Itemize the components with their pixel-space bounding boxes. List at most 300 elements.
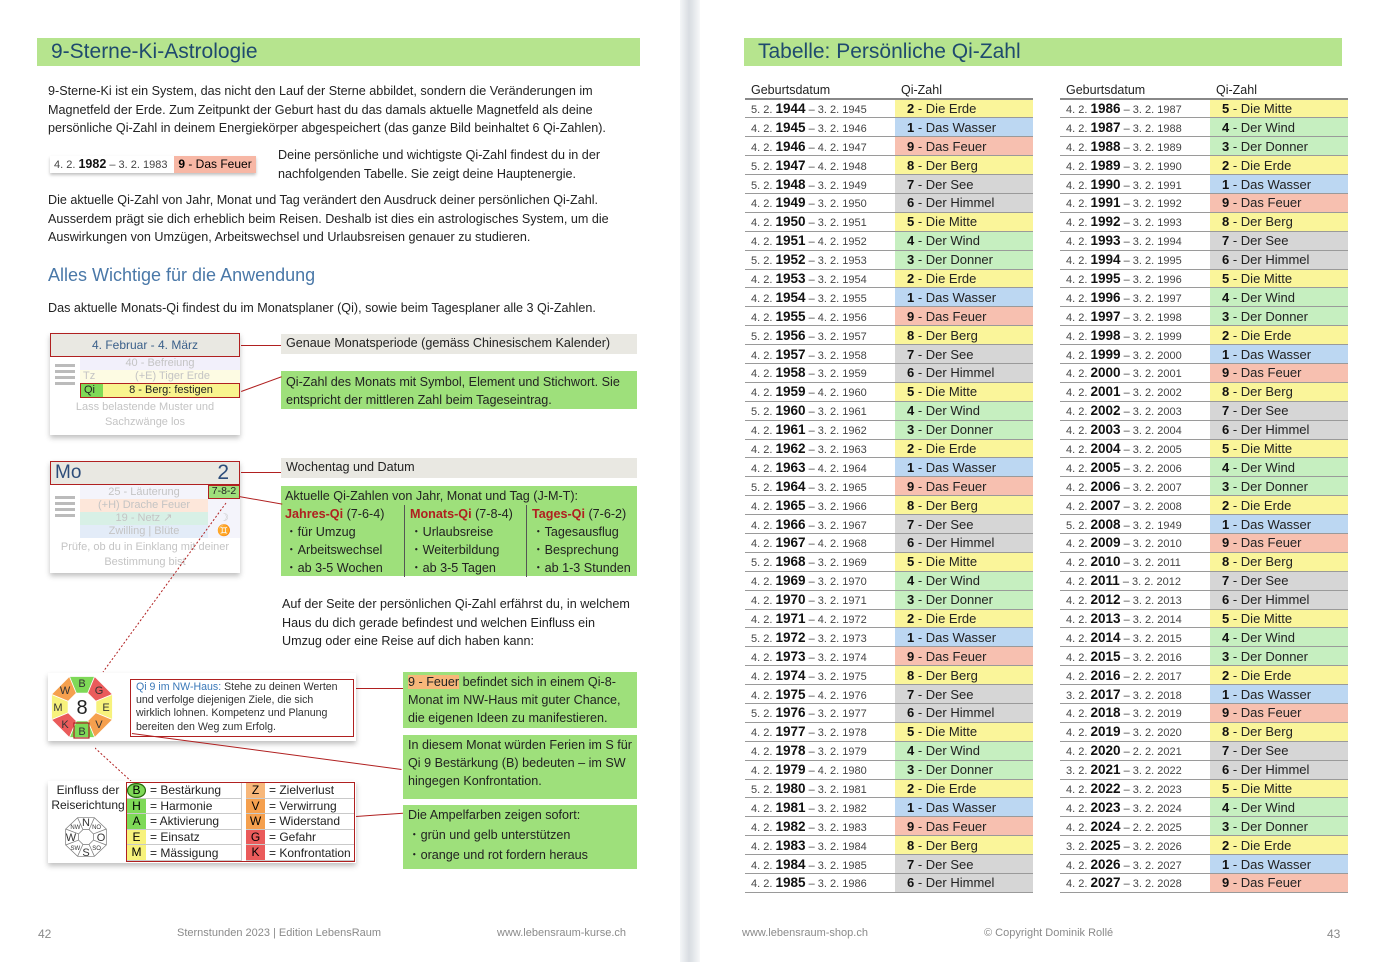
birth-date-range: 4. 2. 1989 – 3. 2. 1990 <box>1060 156 1210 175</box>
birth-date-range: 4. 2. 1946 – 4. 2. 1947 <box>745 137 895 156</box>
table-row <box>745 817 1033 836</box>
birth-date-range: 4. 2. 1957 – 3. 2. 1958 <box>745 345 895 364</box>
qi-number-cell: 2 - Die Erde <box>1210 496 1348 515</box>
birth-date-range: 4. 2. 1967 – 4. 2. 1968 <box>745 533 895 552</box>
qi-number-cell: 4 - Der Wind <box>1210 798 1348 817</box>
connector-line <box>239 496 283 505</box>
day-line-4: Zwilling | Blüte <box>80 525 208 538</box>
month-footer: Lass belastende Muster und Sachzwänge los <box>75 401 215 428</box>
qi-number-cell: 4 - Der Wind <box>1210 288 1348 307</box>
table-row <box>745 722 1033 741</box>
birth-date-range: 4. 2. 2019 – 3. 2. 2020 <box>1060 722 1210 741</box>
footer-url[interactable]: www.lebensraum-shop.ch <box>742 927 868 939</box>
birth-date-range: 4. 2. 2010 – 3. 2. 2011 <box>1060 552 1210 571</box>
birth-date-range: 4. 2. 1996 – 3. 2. 1997 <box>1060 288 1210 307</box>
callout-period: Genaue Monatsperiode (gemäss Chinesischem Kalender) <box>281 334 637 354</box>
table-row <box>1060 382 1348 401</box>
qi-number-cell: 9 - Das Feuer <box>1210 704 1348 723</box>
hexagram-icon <box>50 485 80 538</box>
qi-number-cell: 2 - Die Erde <box>1210 836 1348 855</box>
callout-current-qi <box>281 486 637 576</box>
table-row <box>745 477 1033 496</box>
table-row <box>745 496 1033 515</box>
connector-line <box>356 688 403 689</box>
callout-holiday: In diesem Monat würden Ferien im S für Qi 9 Bestärkung (B) bedeuten – im SW hingegen Konfrontation. <box>403 735 637 799</box>
example-row <box>50 156 256 173</box>
birth-date-range: 4. 2. 1998 – 3. 2. 1999 <box>1060 326 1210 345</box>
birth-date-range: 4. 2. 2009 – 3. 2. 2010 <box>1060 533 1210 552</box>
birth-date-range: 5. 2. 1948 – 3. 2. 1949 <box>745 175 895 194</box>
connector-line <box>241 472 281 473</box>
birth-date-range: 4. 2. 1973 – 3. 2. 1974 <box>745 647 895 666</box>
birth-date-range: 4. 2. 1988 – 3. 2. 1989 <box>1060 137 1210 156</box>
house-segment-letter: B <box>78 726 86 738</box>
qi-number-cell: 5 - Die Mitte <box>1210 439 1348 458</box>
table-row <box>745 288 1033 307</box>
birth-date-range: 4. 2. 1978 – 3. 2. 1979 <box>745 741 895 760</box>
page-title: Tabelle: Persönliche Qi-Zahl <box>744 38 1342 66</box>
table-row <box>745 420 1033 439</box>
table-row <box>745 760 1033 779</box>
example-qi: 9 - Das Feuer <box>174 156 256 173</box>
qi-number-cell: 1 - Das Wasser <box>895 458 1033 477</box>
birth-date-range: 4. 2. 1949 – 3. 2. 1950 <box>745 193 895 212</box>
legend-item: B = Bestärkung <box>127 783 241 799</box>
table-row <box>745 533 1033 552</box>
table-row <box>1060 477 1348 496</box>
qi-number-cell: 7 - Der See <box>1210 401 1348 420</box>
birth-date-range: 4. 2. 2001 – 3. 2. 2002 <box>1060 382 1210 401</box>
qi-number-cell: 9 - Das Feuer <box>895 307 1033 326</box>
qi-number-cell: 9 - Das Feuer <box>1210 193 1348 212</box>
birth-date-range: 4. 2. 2012 – 3. 2. 2013 <box>1060 590 1210 609</box>
table-row <box>745 704 1033 723</box>
birth-date-range: 4. 2. 1982 – 3. 2. 1983 <box>745 817 895 836</box>
birth-date-range: 4. 2. 1981 – 3. 2. 1982 <box>745 798 895 817</box>
qi-number-cell: 1 - Das Wasser <box>895 288 1033 307</box>
callout-fire: 9 - Feuer befindet sich in einem Qi-8-Monat im NW-Haus mit guter Chance, die eigenen Ideen zu manifestieren. <box>403 672 637 728</box>
day-line-2: (+H) Drache Feuer <box>80 499 208 512</box>
table-row <box>745 552 1033 571</box>
callout-current-heading: Aktuelle Qi-Zahlen von Jahr, Monat und Tag (J-M-T): <box>285 489 579 503</box>
birth-date-range: 4. 2. 1991 – 3. 2. 1992 <box>1060 193 1210 212</box>
qi-number-cell: 2 - Die Erde <box>895 269 1033 288</box>
column-header-qi: Qi-Zahl <box>1210 81 1348 99</box>
table-row <box>1060 307 1348 326</box>
table-row <box>1060 722 1348 741</box>
compass-direction-label: NW <box>70 824 81 831</box>
table-row <box>745 741 1033 760</box>
qi-number-cell: 3 - Der Donner <box>895 590 1033 609</box>
birth-date-range: 4. 2. 1993 – 3. 2. 1994 <box>1060 231 1210 250</box>
legend-positive <box>127 783 242 861</box>
legend-item: E = Einsatz <box>127 830 241 846</box>
legend-item: M = Mässigung <box>127 845 241 861</box>
month-period: 4. Februar - 4. März <box>50 333 240 357</box>
qi-number-cell: 8 - Der Berg <box>1210 722 1348 741</box>
house-segment-letter: W <box>59 685 71 698</box>
table-row <box>745 685 1033 704</box>
birth-date-range: 4. 2. 2014 – 3. 2. 2015 <box>1060 628 1210 647</box>
birth-date-range: 4. 2. 2003 – 3. 2. 2004 <box>1060 420 1210 439</box>
table-row <box>745 571 1033 590</box>
compass-direction-label: SW <box>70 846 81 853</box>
legend-negative <box>242 783 354 861</box>
qi-number-cell: 9 - Das Feuer <box>895 817 1033 836</box>
house-center-number: 8 <box>76 697 88 719</box>
birth-date-range: 5. 2. 1964 – 3. 2. 1965 <box>745 477 895 496</box>
qi-number-cell: 9 - Das Feuer <box>895 137 1033 156</box>
table-row <box>745 307 1033 326</box>
qi-number-cell: 7 - Der See <box>1210 741 1348 760</box>
qi-number-cell: 4 - Der Wind <box>895 401 1033 420</box>
birth-date-range: 5. 2. 1972 – 3. 2. 1973 <box>745 628 895 647</box>
qi-number-cell: 2 - Die Erde <box>1210 666 1348 685</box>
table-row <box>745 628 1033 647</box>
qi-number-cell: 2 - Die Erde <box>895 439 1033 458</box>
table-row <box>745 345 1033 364</box>
birth-date-range: 4. 2. 1963 – 4. 2. 1964 <box>745 458 895 477</box>
qi-number-cell: 1 - Das Wasser <box>1210 855 1348 874</box>
birth-date-range: 4. 2. 1969 – 3. 2. 1970 <box>745 571 895 590</box>
house-segment-letter: K <box>61 718 69 731</box>
hexagram-icon <box>50 357 80 398</box>
birth-date-range: 4. 2. 1961 – 3. 2. 1962 <box>745 420 895 439</box>
table-row <box>745 609 1033 628</box>
qi-number-cell: 3 - Der Donner <box>1210 477 1348 496</box>
paragraph-2: Die aktuelle Qi-Zahl von Jahr, Monat und Tag verändert den Ausdruck deiner persönlichen Qi-Zahl. Ausserdem prägt sie dich erheblich beim Reisen. Deshalb ist dies ein astrologisches System, um die Auswirkungen von Umzügen, Arbeitswechsel und Urlaubsreisen genauer zu studieren. <box>48 193 609 244</box>
qi-number-cell: 5 - Die Mitte <box>1210 779 1348 798</box>
dotted-arrows <box>95 500 235 790</box>
qi-number-cell: 7 - Der See <box>1210 231 1348 250</box>
qi-number-cell: 7 - Der See <box>895 175 1033 194</box>
birth-date-range: 4. 2. 2007 – 3. 2. 2008 <box>1060 496 1210 515</box>
qi-number-cell: 5 - Die Mitte <box>895 552 1033 571</box>
connector-line <box>241 345 281 346</box>
house-segment-letter: E <box>102 702 110 714</box>
birth-date-range: 4. 2. 2022 – 3. 2. 2023 <box>1060 779 1210 798</box>
qi-number-cell: 8 - Der Berg <box>1210 552 1348 571</box>
qi-number-cell: 7 - Der See <box>895 515 1033 534</box>
birth-date-range: 4. 2. 2027 – 3. 2. 2028 <box>1060 874 1210 893</box>
legend-item: W = Widerstand <box>246 814 354 830</box>
column-header-date: Geburtsdatum <box>1060 81 1210 99</box>
qi-number-cell: 2 - Die Erde <box>895 99 1033 118</box>
qi-number-cell: 4 - Der Wind <box>1210 628 1348 647</box>
birth-date-range: 4. 2. 2011 – 3. 2. 2012 <box>1060 571 1210 590</box>
table-row <box>1060 571 1348 590</box>
birth-date-range: 4. 2. 1983 – 3. 2. 1984 <box>745 836 895 855</box>
qi-number-cell: 3 - Der Donner <box>895 760 1033 779</box>
left-page <box>0 0 680 962</box>
birth-date-range: 4. 2. 1985 – 3. 2. 1986 <box>745 874 895 893</box>
birth-date-range: 4. 2. 1970 – 3. 2. 1971 <box>745 590 895 609</box>
right-page <box>700 0 1380 962</box>
table-row <box>745 363 1033 382</box>
compass-direction-label: SO <box>92 846 101 853</box>
birth-date-range: 4. 2. 1959 – 4. 2. 1960 <box>745 382 895 401</box>
birth-date-range: 4. 2. 2016 – 2. 2. 2017 <box>1060 666 1210 685</box>
table-row <box>745 326 1033 345</box>
qi-number-cell: 4 - Der Wind <box>895 571 1033 590</box>
table-row <box>1060 363 1348 382</box>
birth-date-range: 4. 2. 1974 – 3. 2. 1975 <box>745 666 895 685</box>
table-row <box>1060 628 1348 647</box>
qi-number-cell: 6 - Der Himmel <box>1210 250 1348 269</box>
table-row <box>745 193 1033 212</box>
table-row <box>1060 533 1348 552</box>
table-row <box>745 439 1033 458</box>
birth-date-range: 4. 2. 2004 – 3. 2. 2005 <box>1060 439 1210 458</box>
compass-direction-label: N <box>82 817 90 829</box>
table-row <box>1060 496 1348 515</box>
qi-number-cell: 5 - Die Mitte <box>895 382 1033 401</box>
day-header <box>50 461 240 485</box>
house-description <box>130 679 354 737</box>
birth-date-range: 4. 2. 1987 – 3. 2. 1988 <box>1060 118 1210 137</box>
birth-date-range: 4. 2. 2002 – 3. 2. 2003 <box>1060 401 1210 420</box>
birth-date-range: 4. 2. 1984 – 3. 2. 1985 <box>745 855 895 874</box>
qi-number-cell: 1 - Das Wasser <box>1210 175 1348 194</box>
column-monats-qi: Monats-Qi (7-8-4) ・Urlaubsreise ・Weiterbildung ・ab 3-5 Tagen <box>405 505 527 577</box>
table-row <box>745 647 1033 666</box>
compass-direction-label: O <box>96 832 106 844</box>
subheading: Alles Wichtige für die Anwendung <box>48 265 316 285</box>
day-line-1: 25 - Läuterung <box>108 486 180 498</box>
connector-line <box>356 813 403 817</box>
moon-icon: ☽ <box>219 512 229 524</box>
qi-number-cell: 4 - Der Wind <box>895 741 1033 760</box>
qi-number-cell: 2 - Die Erde <box>1210 156 1348 175</box>
birth-date-range: 4. 2. 1955 – 4. 2. 1956 <box>745 307 895 326</box>
footer-edition: Sternstunden 2023 | Edition LebensRaum <box>177 927 382 939</box>
legend-title: Einfluss der Reiserichtung <box>51 783 125 812</box>
qi-number-cell: 1 - Das Wasser <box>1210 685 1348 704</box>
qi-number-cell: 9 - Das Feuer <box>895 647 1033 666</box>
birth-date-range: 4. 2. 1945 – 3. 2. 1946 <box>745 118 895 137</box>
birth-date-range: 4. 2. 1950 – 3. 2. 1951 <box>745 212 895 231</box>
day-number: 2 <box>217 461 229 484</box>
table-row <box>1060 326 1348 345</box>
table-row <box>745 269 1033 288</box>
birth-date-range: 4. 2. 1995 – 3. 2. 1996 <box>1060 269 1210 288</box>
table-row <box>1060 590 1348 609</box>
qi-number-cell: 7 - Der See <box>895 345 1033 364</box>
qi-number-cell: 5 - Die Mitte <box>895 722 1033 741</box>
table-row <box>745 666 1033 685</box>
table-row <box>1060 704 1348 723</box>
table-row <box>745 212 1033 231</box>
birth-date-range: 4. 2. 2018 – 3. 2. 2019 <box>1060 704 1210 723</box>
compass-icon <box>60 814 112 860</box>
qi-number-cell: 6 - Der Himmel <box>1210 420 1348 439</box>
birth-date-range: 4. 2. 1953 – 3. 2. 1954 <box>745 269 895 288</box>
birth-date-range: 4. 2. 1997 – 3. 2. 1998 <box>1060 307 1210 326</box>
compass-direction-label: S <box>82 847 90 859</box>
qi-number-cell: 3 - Der Donner <box>1210 307 1348 326</box>
page-number: 43 <box>1327 927 1341 941</box>
qi-number-cell: 7 - Der See <box>895 685 1033 704</box>
table-row <box>1060 855 1348 874</box>
table-row <box>1060 798 1348 817</box>
house-segment-letter: G <box>94 685 104 698</box>
compass-direction-label: NO <box>92 824 102 831</box>
table-row <box>745 250 1033 269</box>
birth-date-range: 4. 2. 1958 – 3. 2. 1959 <box>745 363 895 382</box>
table-row <box>1060 515 1348 534</box>
table-row <box>1060 779 1348 798</box>
birth-date-range: 4. 2. 2023 – 3. 2. 2024 <box>1060 798 1210 817</box>
table-row <box>1060 212 1348 231</box>
legend-item: G = Gefahr <box>246 830 354 846</box>
qi-number-cell: 9 - Das Feuer <box>1210 874 1348 893</box>
table-row <box>1060 269 1348 288</box>
birth-date-range: 4. 2. 1966 – 3. 2. 1967 <box>745 515 895 534</box>
legend-item: Z = Zielverlust <box>246 783 354 799</box>
birth-date-range: 4. 2. 1990 – 3. 2. 1991 <box>1060 175 1210 194</box>
qi-number-cell: 8 - Der Berg <box>895 836 1033 855</box>
table-row <box>1060 647 1348 666</box>
birth-date-range: 4. 2. 1999 – 3. 2. 2000 <box>1060 345 1210 364</box>
birth-date-range: 5. 2. 1960 – 3. 2. 1961 <box>745 401 895 420</box>
table-row <box>745 855 1033 874</box>
birth-date-range: 4. 2. 1979 – 4. 2. 1980 <box>745 760 895 779</box>
birth-date-range: 5. 2. 1944 – 3. 2. 1945 <box>745 99 895 118</box>
qi-number-cell: 7 - Der See <box>895 855 1033 874</box>
qi-table-left <box>745 81 1033 893</box>
book-gutter <box>680 0 700 962</box>
qi-number-cell: 6 - Der Himmel <box>895 533 1033 552</box>
compass-direction-label: W <box>65 832 77 844</box>
birth-date-range: 3. 2. 2025 – 3. 2. 2026 <box>1060 836 1210 855</box>
qi-number-cell: 6 - Der Himmel <box>895 363 1033 382</box>
qi-triplet: 7-8-2 <box>208 485 240 499</box>
month-planner-card <box>50 333 240 435</box>
table-row <box>1060 666 1348 685</box>
intro-paragraph: 9-Sterne-Ki ist ein System, das nicht den Lauf der Sterne abbildet, sondern die Veränderungen im Magnetfeld der Erde. Zum Zeitpunkt der Geburt hast du das damals aktuelle Magnetfeld als deine persönliche Qi-Zahl in deinem Energiekörper abgespeichert (das ganze Bild beinhaltet 6 Qi-Zahlen). <box>48 84 606 135</box>
qi-number-cell: 2 - Die Erde <box>895 609 1033 628</box>
day-line-3: 19 - Netz ↗ <box>80 512 208 525</box>
table-row <box>745 515 1033 534</box>
birth-date-range: 4. 2. 2005 – 3. 2. 2006 <box>1060 458 1210 477</box>
column-header-qi: Qi-Zahl <box>895 81 1033 99</box>
qi-number-cell: 1 - Das Wasser <box>1210 515 1348 534</box>
table-row <box>745 798 1033 817</box>
table-row <box>1060 420 1348 439</box>
birth-date-range: 4. 2. 2013 – 3. 2. 2014 <box>1060 609 1210 628</box>
birth-date-range: 4. 2. 2006 – 3. 2. 2007 <box>1060 477 1210 496</box>
table-row <box>1060 741 1348 760</box>
qi-number-cell: 4 - Der Wind <box>1210 118 1348 137</box>
table-row <box>1060 458 1348 477</box>
table-row <box>745 175 1033 194</box>
qi-number-cell: 6 - Der Himmel <box>1210 590 1348 609</box>
qi-number-cell: 1 - Das Wasser <box>895 798 1033 817</box>
table-row <box>745 156 1033 175</box>
table-row <box>1060 175 1348 194</box>
qi-number-cell: 3 - Der Donner <box>1210 137 1348 156</box>
qi-number-cell: 8 - Der Berg <box>895 156 1033 175</box>
page-title: 9-Sterne-Ki-Astrologie <box>37 38 640 66</box>
qi-number-cell: 8 - Der Berg <box>1210 382 1348 401</box>
table-row <box>1060 118 1348 137</box>
birth-date-range: 4. 2. 2015 – 3. 2. 2016 <box>1060 647 1210 666</box>
callout-month-qi: Qi-Zahl des Monats mit Symbol, Element und Stichwort. Sie entspricht der mittleren Zahl beim Tageseintrag. <box>281 371 637 409</box>
qi-number-cell: 3 - Der Donner <box>895 250 1033 269</box>
qi-number-cell: 5 - Die Mitte <box>1210 99 1348 118</box>
birth-date-range: 4. 2. 2020 – 2. 2. 2021 <box>1060 741 1210 760</box>
table-row <box>1060 760 1348 779</box>
legend-table <box>126 782 355 862</box>
qi-number-cell: 5 - Die Mitte <box>1210 269 1348 288</box>
qi-number-cell: 6 - Der Himmel <box>1210 760 1348 779</box>
qi-number-cell: 8 - Der Berg <box>1210 212 1348 231</box>
qi-number-cell: 2 - Die Erde <box>1210 326 1348 345</box>
legend-item: K = Konfrontation <box>246 845 354 861</box>
birth-date-range: 5. 2. 1956 – 3. 2. 1957 <box>745 326 895 345</box>
birth-date-range: 4. 2. 2000 – 3. 2. 2001 <box>1060 363 1210 382</box>
qi-number-cell: 8 - Der Berg <box>895 666 1033 685</box>
birth-date-range: 4. 2. 1975 – 4. 2. 1976 <box>745 685 895 704</box>
table-row <box>1060 250 1348 269</box>
legend-card <box>48 781 356 863</box>
birth-date-range: 5. 2. 1947 – 4. 2. 1948 <box>745 156 895 175</box>
footer-url[interactable]: www.lebensraum-kurse.ch <box>497 927 626 939</box>
birth-date-range: 5. 2. 1952 – 3. 2. 1953 <box>745 250 895 269</box>
birth-date-range: 5. 2. 2008 – 3. 2. 1949 <box>1060 515 1210 534</box>
house-segment-letter: M <box>53 702 63 714</box>
paragraph-4: Auf der Seite der persönlichen Qi-Zahl erfährst du, in welchem Haus du dich gerade befindest und welchen Einfluss ein Umzug oder eine Reise auf dich haben kann: <box>282 597 630 648</box>
qi-number-cell: 4 - Der Wind <box>895 231 1033 250</box>
qi-number-cell: 9 - Das Feuer <box>1210 363 1348 382</box>
birth-date-range: 5. 2. 1980 – 3. 2. 1981 <box>745 779 895 798</box>
table-row <box>1060 156 1348 175</box>
table-row <box>1060 439 1348 458</box>
table-row <box>1060 817 1348 836</box>
birth-date-range: 4. 2. 1965 – 3. 2. 1966 <box>745 496 895 515</box>
birth-date-range: 4. 2. 1971 – 4. 2. 1972 <box>745 609 895 628</box>
birth-date-range: 4. 2. 1992 – 3. 2. 1993 <box>1060 212 1210 231</box>
table-row <box>745 458 1033 477</box>
column-tages-qi: Tages-Qi (7-6-2) ・Tagesausflug ・Besprechung ・ab 1-3 Stunden <box>532 507 631 575</box>
column-jahres-qi: Jahres-Qi (7-6-4) ・für Umzug ・Arbeitswechsel ・ab 3-5 Wochen <box>285 505 405 577</box>
house-octagon <box>48 673 116 741</box>
table-row <box>1060 836 1348 855</box>
table-row <box>745 590 1033 609</box>
house-segment-letter: B <box>78 678 86 690</box>
qi-number-cell: 1 - Das Wasser <box>1210 345 1348 364</box>
qi-number-cell: 3 - Der Donner <box>1210 647 1348 666</box>
table-row <box>745 874 1033 893</box>
birth-date-range: 5. 2. 1976 – 3. 2. 1977 <box>745 704 895 723</box>
birth-date-range: 4. 2. 1951 – 4. 2. 1952 <box>745 231 895 250</box>
table-row <box>745 836 1033 855</box>
qi-number-cell: 3 - Der Donner <box>1210 817 1348 836</box>
qi-table-right <box>1060 81 1348 893</box>
birth-date-range: 4. 2. 1977 – 3. 2. 1978 <box>745 722 895 741</box>
table-row <box>1060 99 1348 118</box>
table-row <box>1060 552 1348 571</box>
qi-number-cell: 8 - Der Berg <box>895 496 1033 515</box>
table-row <box>1060 137 1348 156</box>
month-tz-row: Tz (+E) Tiger Erde <box>80 370 240 383</box>
qi-number-cell: 6 - Der Himmel <box>895 874 1033 893</box>
legend-item: H = Harmonie <box>127 799 241 815</box>
house-text: Stehe zu deinen Werten und verfolge diejenigen Ziele, die sich wirklich lohnen. Kompetenz und Planung bereiten den Weg zum Erfolg. <box>136 681 338 733</box>
month-line-1: 40 - Befreiung <box>80 357 240 370</box>
qi-number-cell: 1 - Das Wasser <box>895 628 1033 647</box>
connector-line <box>241 376 282 392</box>
